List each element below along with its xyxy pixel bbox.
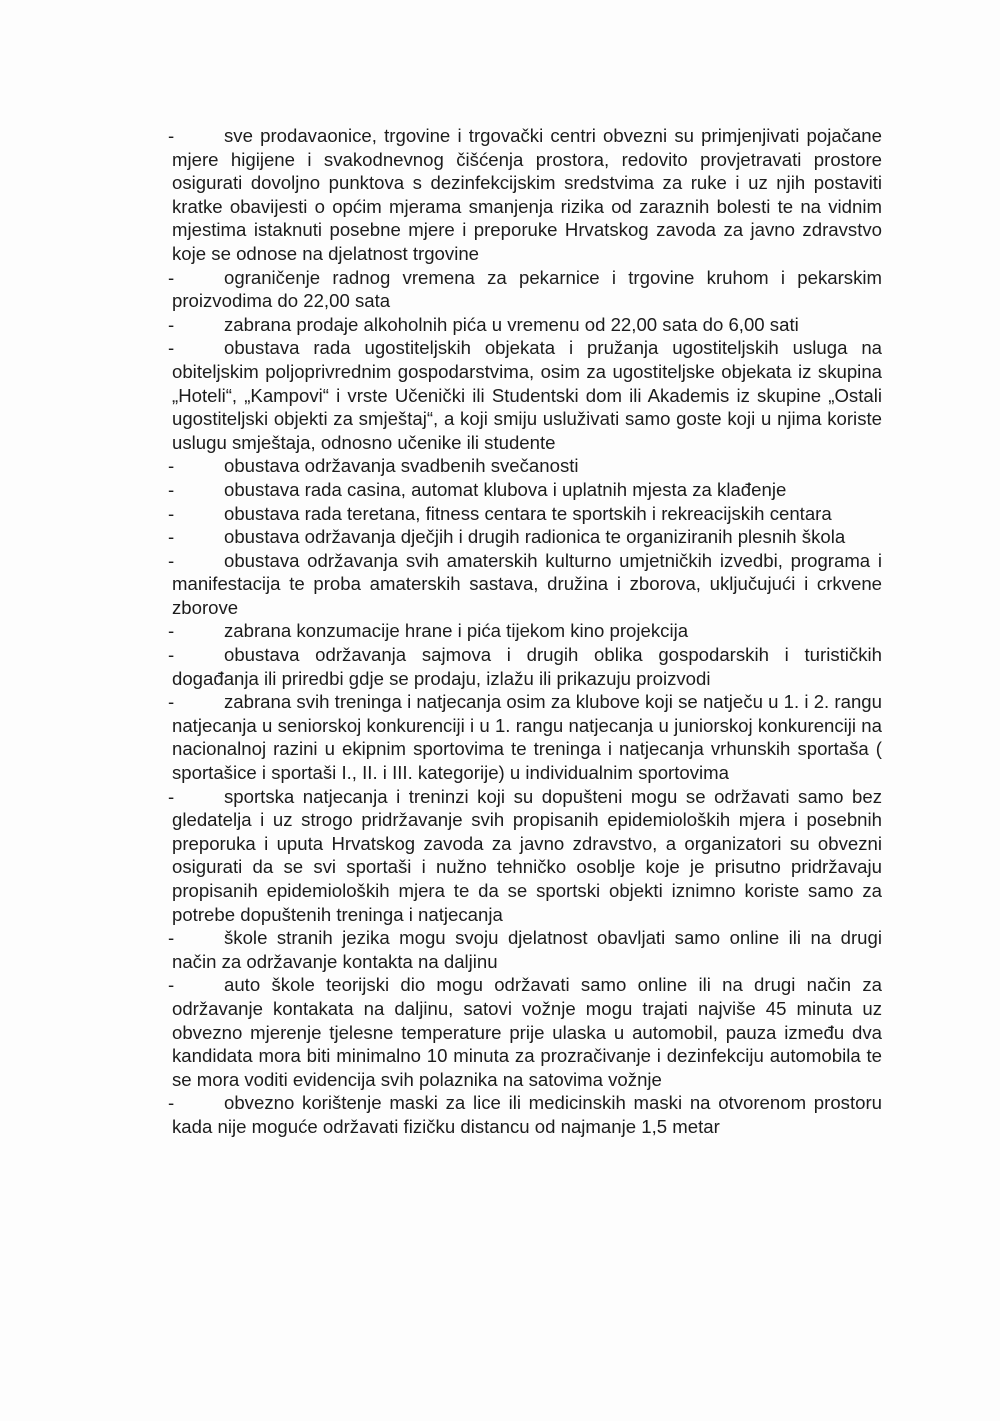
- list-item: [168, 454, 882, 478]
- list-bullet: -: [168, 478, 175, 500]
- list-item-text: ograničenje radnog vremena za pekarnice i trgovine kruhom i pekarskim proizvodima do 22,00 sata: [172, 266, 882, 312]
- list-item-text: sportska natjecanja i treninzi koji su dopušteni mogu se održavati samo bez gledatelja i uz strogo pridržavanje svih propisanih epidemioloških mjera i posebnih preporuka i uputa Hrvatskog zavoda za javno zdravstvo, a organizatori su obvezni osigurati da se svi sportaši i nužno tehničko osoblje koje je prisutno pridržavaju propisanih epidemioloških mjera te da se sportski objekti iznimno koriste samo za potrebe dopuštenih treninga i natjecanja: [172, 785, 882, 925]
- list-item: [168, 619, 882, 643]
- list-item-text: obustava održavanja svadbenih svečanosti: [224, 455, 579, 477]
- list-item: [168, 525, 882, 549]
- list-item: [168, 313, 882, 337]
- list-bullet: -: [168, 502, 175, 524]
- list-bullet: -: [168, 549, 175, 571]
- list-bullet: -: [168, 620, 175, 642]
- list-item-text: auto škole teorijski dio mogu održavati samo online ili na drugi način za održavanje kontakata na daljinu, satovi vožnje mogu trajati najviše 45 minuta uz obvezno mjerenje tjelesne temperature prije ulaska u automobil, pauza između dva kandidata mora biti minimalno 10 minuta za prozračivanje i dezinfekciju automobila te se mora voditi evidencija svih polaznika na satovima vožnje: [172, 974, 882, 1090]
- list-item-text: obustava rada teretana, fitness centara te sportskih i rekreacijskih centara: [224, 502, 832, 524]
- list-item: [168, 266, 882, 313]
- list-item: [168, 785, 882, 927]
- list-bullet: -: [168, 691, 175, 713]
- list-item-text: zabrana konzumacije hrane i pića tijekom kino projekcija: [224, 620, 689, 642]
- list-item: [168, 1091, 882, 1138]
- list-bullet: -: [168, 785, 175, 807]
- list-item-text: obustava održavanja svih amaterskih kulturno umjetničkih izvedbi, programa i manifestacija te proba amaterskih sastava, družina i zborova, uključujući i crkvene zborove: [172, 549, 882, 618]
- list-item: [168, 973, 882, 1091]
- list-item: [168, 643, 882, 690]
- list-bullet: -: [168, 974, 175, 996]
- list-item: [168, 502, 882, 526]
- list-bullet: -: [168, 313, 175, 335]
- list-bullet: -: [168, 455, 175, 477]
- list-item: [168, 124, 882, 266]
- list-item-text: obustava održavanja dječjih i drugih radionica te organiziranih plesnih škola: [224, 526, 846, 548]
- list-bullet: -: [168, 266, 175, 288]
- list-bullet: -: [168, 1092, 175, 1114]
- list-item-text: obustava rada casina, automat klubova i uplatnih mjesta za klađenje: [224, 478, 787, 500]
- list-item: [168, 478, 882, 502]
- list-bullet: -: [168, 526, 175, 548]
- list-item-text: zabrana prodaje alkoholnih pića u vremenu od 22,00 sata do 6,00 sati: [224, 313, 799, 335]
- list-bullet: -: [168, 125, 175, 146]
- document-body: [168, 124, 882, 1139]
- list-bullet: -: [168, 644, 175, 666]
- list-item-text: obustava rada ugostiteljskih objekata i pružanja ugostiteljskih usluga na obiteljskim poljoprivrednim gospodarstvima, osim za ugostiteljske objekata iz skupina „Hoteli“, „Kampovi“ i vrste Učenički ili Studentski dom ili Akademis iz skupine „Ostali ugostiteljski objekti za smještaj“, a koji smiju usluživati samo goste koji u njima koriste uslugu smještaja, odnosno učenike ili studente: [172, 337, 882, 453]
- list-bullet: -: [168, 927, 175, 949]
- list-item-text: obustava održavanja sajmova i drugih oblika gospodarskih i turističkih događanja ili priredbi gdje se prodaju, izlažu ili prikazuju proizvodi: [172, 644, 882, 689]
- list-item-text: obvezno korištenje maski za lice ili medicinskih maski na otvorenom prostoru kada nije moguće održavati fizičku distancu od najmanje 1,5 metar: [172, 1092, 882, 1137]
- list-item: [168, 336, 882, 454]
- list-item: [168, 549, 882, 620]
- list-item-text: zabrana svih treninga i natjecanja osim za klubove koji se natječu u 1. i 2. rangu natjecanja u seniorskoj konkurenciji i u 1. rangu natjecanja u juniorskoj konkurenciji na nacionalnoj razini u ekipnim sportovima te treninga i natjecanja vrhunskih sportaša ( sportašice i sportaši I., II. i III. kategorije) u individualnim sportovima: [172, 691, 882, 784]
- list-item-text: škole stranih jezika mogu svoju djelatnost obavljati samo online ili na drugi način za održavanje kontakta na daljinu: [172, 927, 882, 972]
- list-item: [168, 690, 882, 784]
- list-item-text: sve prodavaonice, trgovine i trgovački centri obvezni su primjenjivati pojačane mjere higijene i svakodnevnog čišćenja prostora, redovito provjetravati prostore osigurati dovoljno punktova s dezinfekcijskim sredstvima za ruke i uz njih postaviti kratke obavijesti o općim mjerama smanjenja rizika od zaraznih bolesti te na vidnim mjestima istaknuti posebne mjere i preporuke Hrvatskog zavoda za javno zdravstvo koje se odnose na djelatnost trgovine: [172, 125, 882, 264]
- list-item: [168, 926, 882, 973]
- list-bullet: -: [168, 337, 175, 359]
